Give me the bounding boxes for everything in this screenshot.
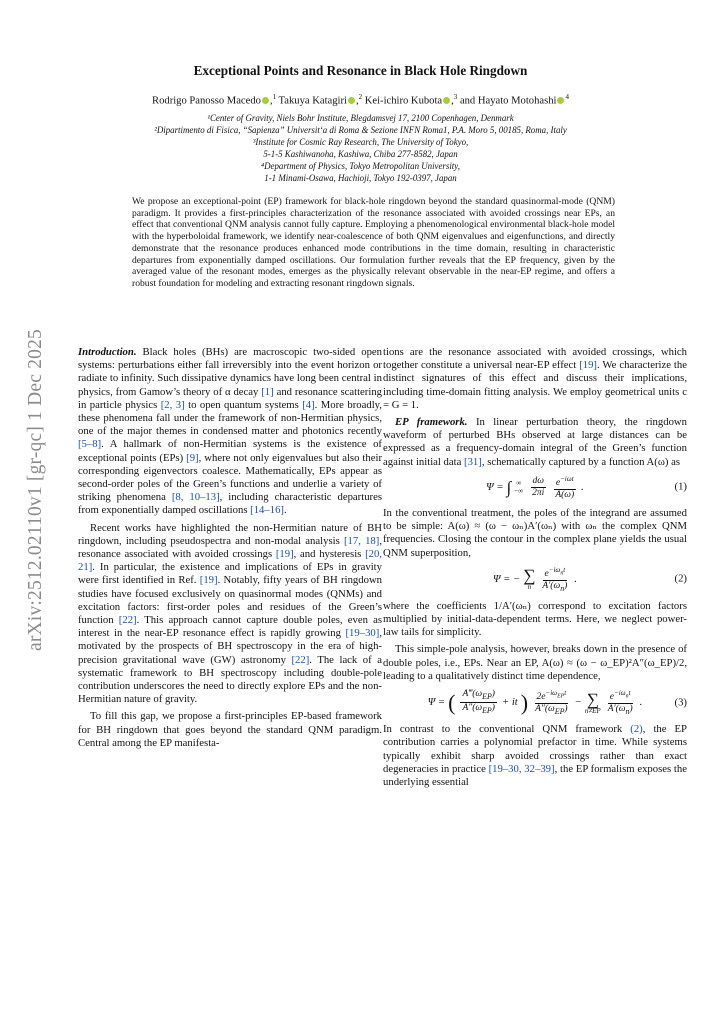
equation-3: Ψ = ( $\frac{A‴(\omega_{EP})}{A''(\omega_{EP})}$ + it ) $\frac{2e^{-i\omega_{EP}t}}{A''(\omega_{EP})}$ − ∑ n≠EP $\frac{e^{-i\omega_nt}}{A'(\omega_n)}$ . (3) (427, 689, 687, 717)
section-heading-ep-framework: EP framework. (395, 416, 468, 429)
citation-link[interactable]: [9] (186, 451, 199, 464)
author-list: Rodrigo Panosso Macedo ,$^1$ Takuya Katagiri ,$^2$ Kei-ichiro Kubota ,$^3$ and Hayato Motohashi $^4$ (152, 93, 569, 107)
orcid-icon[interactable] (348, 97, 355, 104)
citation-link[interactable]: [17, 18] (343, 534, 380, 547)
equation-number: (1) (674, 480, 687, 493)
affiliation-line: ⁴Department of Physics, Tokyo Metropolitan University, (261, 161, 460, 171)
affiliation-marker: 4 (565, 93, 569, 101)
affiliation-line: ²Dipartimento di Fisica, “Sapienza” Universit‘a di Roma & Sezione INFN Roma1, P.A. Moro 5, 00185, Roma, Italy (154, 125, 567, 135)
equation-2: Ψ = − ∑ n $\frac{e^{-i\omega_nt}}{A'(\omega_n)}$ . (2) (493, 565, 687, 593)
affiliation-marker: 2 (358, 93, 363, 101)
equation-number: (2) (674, 572, 687, 585)
affiliation-marker: 3 (453, 93, 458, 101)
affiliations (0, 112, 721, 184)
body-paragraph: Recent works have highlighted the non-Hermitian nature of BH ringdown, including pseudospectra and non-modal analysis [17, 18], resonance associated with avoided crossings [19], and hysteresis [20, 21]. In particular, the existence and implications of EPs in gravity were first identified in Ref. [19]. Notably, fifty years of BH ringdown studies have focused exclusively on quasinormal modes (QNMs) and excitation factors: first-order poles and residues of the Green’s function [22]. This approach cannot capture double poles, even as interest in the near-EP resonance effect is rapidly growing [19–30], motivated by the prospects of BH spectroscopy in the era of high-precision gravitational wave (GW) astronomy [22]. The lack of a systematic framework to BH spectroscopy including double-pole contribution underscores the need to directly explore EPs and the non-Hermitian nature of gravity. (78, 521, 383, 706)
citation-link[interactable]: [5–8] (78, 438, 102, 451)
body-paragraph: tions are the resonance associated with avoided crossings, which together constitute a universal near-EP effect [19]. We characterize the distinct signatures of this effect and discuss their implications, including time-domain fitting analysis. We employ geometrical units c = G = 1. (383, 346, 687, 411)
affiliation-line: 1-1 Minami-Osawa, Hachioji, Tokyo 192-0397, Japan (264, 173, 457, 183)
citation-link[interactable]: [22] (118, 614, 137, 627)
citation-link[interactable]: [4] (302, 398, 315, 411)
citation-link[interactable]: [19–30] (345, 627, 380, 640)
citation-link[interactable]: [19–30, 32–39] (488, 762, 555, 775)
equation-reference-link[interactable]: (2) (630, 723, 643, 736)
affiliation-marker: 1 (272, 93, 277, 101)
citation-link[interactable]: [2, 3] (160, 398, 185, 411)
citation-link[interactable]: [19] (579, 359, 597, 372)
left-column (78, 346, 382, 754)
affiliation-line: ¹Center of Gravity, Niels Bohr Institute, Blegdamsvej 17, 2100 Copenhagen, Denmark (207, 113, 514, 123)
author-name: Kei-ichiro Kubota (364, 95, 443, 107)
arxiv-sidebar-stamp (22, 300, 50, 680)
ep-framework-paragraph: EP framework. In linear perturbation theory, the ringdown waveform of perturbed BHs observed at large distances can be expressed as a frequency-domain integral of the Green’s function against initial data [31], schematically captured by a function A(ω) as (383, 416, 687, 468)
section-heading-introduction: Introduction. (78, 346, 137, 358)
abstract: We propose an exceptional-point (EP) framework for black-hole ringdown beyond the standard quasinormal-mode (QNM) paradigm. It provides a first-principles characterization of the resonance associated with avoided crossings near EPs, an effect that conventional QNM analysis cannot fully capture. Employing a phenomenological environmental black-hole model with the hyperboloidal framework, we identify near-coalescence of both QNM eigenvalues and eigenfunctions, and directly demonstrate that the resonance produces enhanced mode contributions in the time domain, resulting in characteristic departures from exponentially damped oscillations. Our formulation further reveals that the EP frequency, given by the averaged value of the resonant modes, emerges as the physically relevant observable in the near-EP regime, and offers a robust foundation for modeling and extracting resonant ringdown signals. (132, 196, 615, 289)
citation-link[interactable]: [19] (275, 548, 294, 561)
orcid-icon[interactable] (262, 97, 269, 104)
body-paragraph: To fill this gap, we propose a first-principles EP-based framework for BH ringdown that goes beyond the standard QNM paradigm. Central among the EP manifesta- (78, 710, 382, 749)
orcid-icon[interactable] (557, 97, 564, 104)
equation-number: (3) (674, 695, 687, 708)
citation-link[interactable]: [31] (464, 455, 482, 468)
author-name: and Hayato Motohashi (459, 95, 557, 107)
author-name: Takuya Katagiri (278, 95, 347, 107)
citation-link[interactable]: [20, 21] (78, 548, 382, 574)
body-paragraph: In contrast to the conventional QNM framework (2), the EP contribution carries a polynomial prefactor in time. While systems typically exhibit sharp avoided crossings rather than exact degeneracies in practice [19–30, 32–39], the EP formalism exposes the underlying essential (383, 723, 687, 788)
citation-link[interactable]: [8, 10–13] (171, 491, 220, 504)
affiliation-line: 5-1-5 Kashiwanoha, Kashiwa, Chiba 277-8582, Japan (263, 149, 458, 159)
citation-link[interactable]: [14–16] (250, 504, 284, 517)
citation-link[interactable]: [1] (261, 385, 274, 398)
affiliation-line: ³Institute for Cosmic Ray Research, The University of Tokyo, (252, 137, 469, 147)
equation-1: Ψ = ∫ ∞ −∞ $\frac{d\omega}{2\pi i}$ $\frac{e^{-i\omega t}}{A(\omega)}$ . (1) (486, 474, 687, 500)
author-name: Rodrigo Panosso Macedo (152, 95, 261, 107)
paper-title: Exceptional Points and Resonance in Black Hole Ringdown (193, 63, 528, 78)
right-column (383, 346, 687, 793)
arxiv-identifier: arXiv:2512.02110v1 [gr-qc] 1 Dec 2025 (25, 329, 46, 651)
orcid-icon[interactable] (443, 97, 450, 104)
citation-link[interactable]: [22] (291, 653, 310, 666)
body-paragraph: where the coefficients 1/A′(ωₙ) correspond to excitation factors multiplied by initial-data-dependent terms. Here, we neglect power-law tails for simplicity. (383, 599, 687, 639)
intro-paragraph: Introduction. Black holes (BHs) are macroscopic two-sided open systems: perturbations either fall irreversibly into the event horizon or radiate to infinity. Such dissipative dynamics have long been central in physics, from Gamow’s theory of α decay [1] and resonance scattering in particle physics [2, 3] to open quantum systems [4]. More broadly, these phenomena fall under the framework of non-Hermitian physics, one of the major themes in condensed matter and photonics recently [5–8]. A hallmark of non-Hermitian systems is the existence of exceptional points (EPs) [9], where not only eigenvalues but also their corresponding eigenvectors coalesce. Mathematically, EPs appear as second-order poles of the Green’s functions and underlie a variety of striking phenomena [8, 10–13], including characteristic departures from exponentially damped oscillations [14–16]. (78, 346, 383, 517)
body-paragraph: In the conventional treatment, the poles of the integrand are assumed to be simple: A(ω) ≈ (ω − ωₙ)A′(ωₙ) with ωₙ the complex QNM frequencies. Closing the contour in the complex plane yields the usual QNM superposition, (383, 506, 687, 559)
body-paragraph: This simple-pole analysis, however, breaks down in the presence of double poles, i.e., EPs. Near an EP, A(ω) ≈ (ω − ω_EP)²A″(ω_EP)/2, leading to a qualitatively distinct time dependence, (383, 643, 687, 682)
citation-link[interactable]: [19] (199, 574, 218, 587)
